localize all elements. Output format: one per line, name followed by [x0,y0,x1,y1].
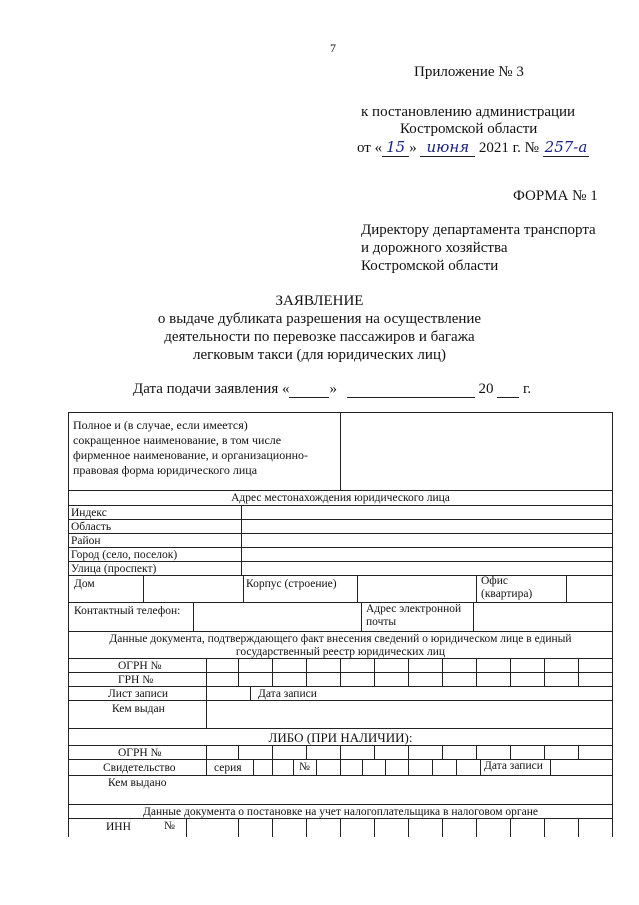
addressee-line-1: Директору департамента транспорта [361,222,596,238]
egrul-header-line-2: государственный реестр юридических лиц [235,646,446,658]
street-field[interactable] [243,562,611,574]
date-number: 257-а [544,138,588,156]
addressee-line-3: Костромской области [361,258,499,274]
name-value-field[interactable] [342,414,610,488]
or-header: ЛИБО (ПРИ НАЛИЧИИ): [268,730,413,745]
certificate-label: Свидетельство [103,762,176,774]
record-sheet-field[interactable] [208,687,248,699]
addressee-line-2: и дорожного хозяйства [361,240,508,256]
record-sheet-label: Лист записи [108,688,169,700]
district-field[interactable] [243,534,611,546]
office-label-line-1: Офис [481,575,509,587]
name-label-line-2: сокращенное наименование, в том числе [73,433,282,447]
date-mid: » [409,140,417,156]
date-day: 15 [382,138,409,157]
series-field[interactable] [254,760,292,774]
subtitle-line-2: деятельности по перевозке пассажиров и багажа [164,329,475,345]
subtitle-line-3: легковым такси (для юридических лиц) [193,347,446,363]
index-field[interactable] [243,506,611,518]
index-label: Индекс [71,507,107,519]
certificate-number-sign: № [299,761,310,773]
appendix-label: Приложение № 3 [414,64,524,80]
issued-by-field[interactable] [208,701,611,727]
egrul-header-line-1: Данные документа, подтверждающего факт внесения сведений о юридическом лице в единый [109,633,572,645]
issued-by2-label: Кем выдано [108,777,167,789]
office-label-line-2: (квартира) [481,588,533,600]
date-prefix: от « [357,140,383,156]
tax-header: Данные документа о постановке на учет налогоплательщика в налоговом органе [143,806,538,818]
decree-line-2: Костромской области [400,121,538,137]
subtitle-line-1: о выдаче дубликата разрешения на осуществление [157,311,482,327]
record-date2-field[interactable] [552,760,611,774]
email-label-line-1: Адрес электронной [366,603,462,615]
address-header: Адрес местонахождения юридического лица [231,492,450,504]
date-month: июня [420,138,475,157]
form-label: ФОРМА № 1 [513,188,598,204]
grn-label: ГРН № [118,674,154,686]
house-label: Дом [74,578,95,590]
city-field[interactable] [243,548,611,560]
certificate-number-field[interactable] [317,760,479,774]
email-label-line-2: почты [366,616,397,628]
office-field[interactable] [568,576,611,601]
submission-close-quote: » [329,381,337,397]
city-label: Город (село, поселок) [71,549,178,561]
submission-year-prefix: 20 [478,381,494,397]
name-label-line-1: Полное и (в случае, если имеется) [73,418,248,432]
submission-year-suffix: г. [522,381,532,397]
issued-by2-field[interactable] [208,776,611,803]
building-label: Корпус (строение) [246,578,337,590]
submission-open-quote: « [281,381,290,397]
email-field[interactable] [475,603,611,630]
name-label-line-3: фирменное наименование, и организационно- [73,448,309,462]
document-title: ЗАЯВЛЕНИЕ [275,293,364,309]
ogrn2-label: ОГРН № [118,747,162,759]
house-field[interactable] [145,576,241,601]
ogrn-digit-field[interactable] [207,659,611,672]
record-date-field[interactable] [330,687,611,699]
region-field[interactable] [243,520,611,532]
submission-label: Дата подачи заявления [133,381,279,397]
series-label: серия [214,762,242,774]
district-label: Район [71,535,101,547]
page-number: 7 [330,41,336,55]
grn-digit-field[interactable] [207,673,611,686]
ogrn-label: ОГРН № [118,660,162,672]
name-label-line-4: правовая форма юридического лица [73,463,258,477]
phone-field[interactable] [195,603,359,630]
ogrn2-digit-field[interactable] [207,746,611,758]
issued-by-label: Кем выдан [112,703,165,715]
building-field[interactable] [359,576,474,601]
inn-label: ИНН [106,821,131,833]
inn-digit-field[interactable] [187,819,611,836]
date-year: 2021 г. № [478,140,539,156]
decree-line-1: к постановлению администрации [361,104,576,120]
inn-number-sign: № [164,820,175,832]
record-date-label: Дата записи [258,688,317,700]
record-date2-label: Дата записи [484,760,543,772]
street-label: Улица (проспект) [71,563,157,575]
phone-label: Контактный телефон: [74,605,181,617]
region-label: Область [71,521,112,533]
